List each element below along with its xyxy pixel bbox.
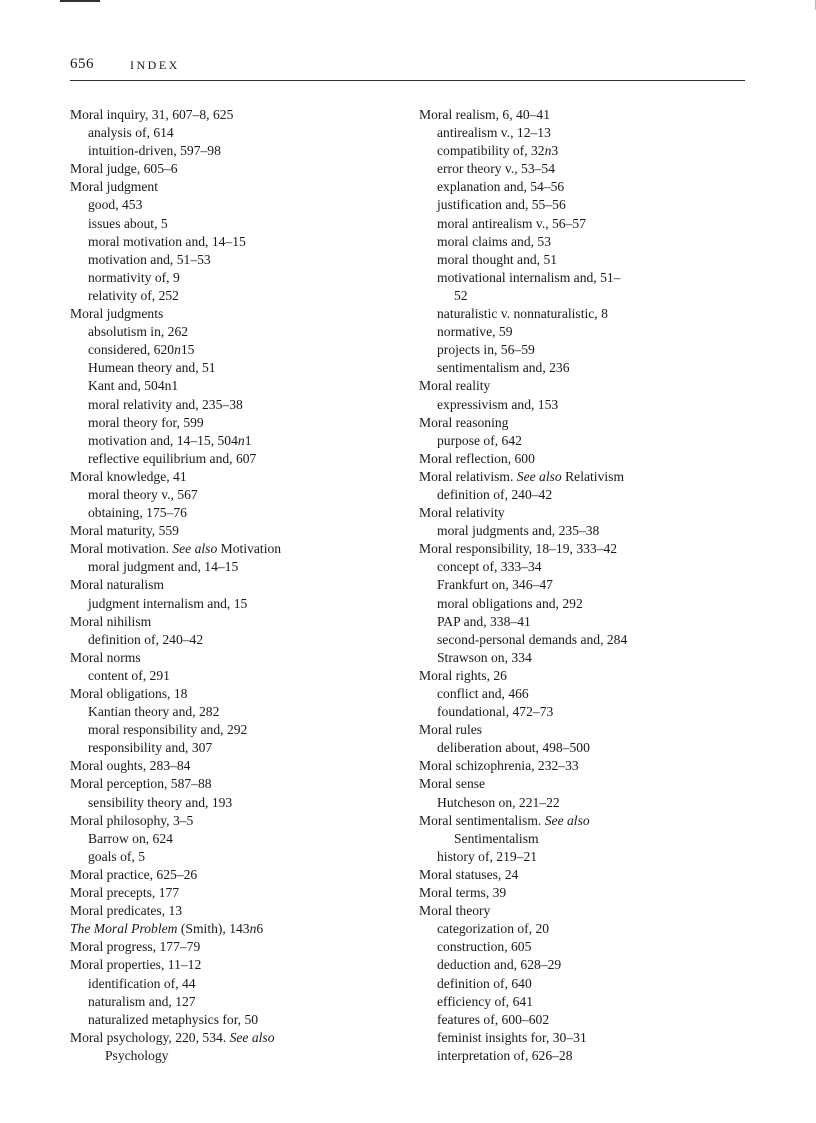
- index-entry-text: purpose of, 642: [437, 432, 522, 448]
- index-heading: [419, 775, 749, 793]
- index-subentry: [419, 703, 749, 721]
- index-heading: [70, 884, 400, 902]
- index-entry-text: Moral statuses, 24: [419, 866, 519, 882]
- index-entry-text: construction, 605: [437, 939, 532, 955]
- index-subentry: [419, 233, 749, 251]
- index-subentry: [419, 848, 749, 866]
- index-entry-text: considered, 620: [88, 342, 175, 358]
- index-entry-text: (Smith), 143: [177, 921, 250, 937]
- index-subentry: [70, 215, 400, 233]
- index-subentry: [419, 794, 749, 812]
- index-subentry: [70, 377, 400, 395]
- index-heading: [70, 106, 400, 124]
- index-entry-text: Sentimentalism: [454, 830, 539, 846]
- index-entry-text: identification of, 44: [88, 975, 196, 991]
- index-entry-text: Moral psychology, 220, 534.: [70, 1029, 230, 1045]
- index-entry-text: Moral terms, 39: [419, 885, 507, 901]
- index-subentry: [419, 432, 749, 450]
- index-column-right: [419, 106, 749, 1065]
- index-entry-text: Moral practice, 625–26: [70, 866, 198, 882]
- index-entry-text: deliberation about, 498–500: [437, 740, 590, 756]
- index-subentry: [419, 956, 749, 974]
- index-subentry: [419, 359, 749, 377]
- index-entry-text: sentimentalism and, 236: [437, 360, 570, 376]
- index-entry-text: normative, 59: [437, 324, 513, 340]
- index-entry-text: projects in, 56–59: [437, 342, 535, 358]
- index-entry-text: justification and, 55–56: [437, 197, 566, 213]
- index-subentry: [419, 396, 749, 414]
- index-subentry: [70, 631, 400, 649]
- index-heading: [70, 1029, 400, 1047]
- index-heading: [70, 920, 400, 938]
- index-entry-text: sensibility theory and, 193: [88, 794, 233, 810]
- index-subentry: [419, 739, 749, 757]
- index-entry-text: Moral rights, 26: [419, 667, 507, 683]
- index-entry-text: Moral inquiry, 31, 607–8, 625: [70, 107, 234, 122]
- index-subentry: [419, 160, 749, 178]
- index-entry-text: moral thought and, 51: [437, 251, 558, 267]
- index-entry-text: Moral progress, 177–79: [70, 939, 201, 955]
- index-entry-text: See also: [172, 541, 218, 557]
- index-entry-text: moral relativity and, 235–38: [88, 396, 243, 412]
- index-entry-text: moral motivation and, 14–15: [88, 233, 246, 249]
- index-entry-text: Moral motivation.: [70, 541, 173, 557]
- index-entry-text: second-personal demands and, 284: [437, 631, 628, 647]
- index-heading: [70, 938, 400, 956]
- index-heading: [70, 812, 400, 830]
- index-heading: [70, 305, 400, 323]
- index-entry-text: Moral judge, 605–6: [70, 161, 178, 177]
- index-heading: [419, 866, 749, 884]
- index-entry-text: error theory v., 53–54: [437, 161, 556, 177]
- index-entry-text: foundational, 472–73: [437, 704, 554, 720]
- index-entry-text: Moral maturity, 559: [70, 523, 179, 539]
- index-entry-text: reflective equilibrium and, 607: [88, 450, 257, 466]
- index-entry-text: Moral reality: [419, 378, 491, 394]
- index-entry-text: analysis of, 614: [88, 125, 174, 141]
- index-entry-text: good, 453: [88, 197, 143, 213]
- index-subentry: [419, 576, 749, 594]
- index-entry-text: 6: [256, 921, 264, 937]
- index-subentry: [419, 920, 749, 938]
- index-heading: [70, 956, 400, 974]
- top-rule: [60, 0, 100, 2]
- index-entry-text: Moral properties, 11–12: [70, 957, 202, 973]
- index-entry-text: moral antirealism v., 56–57: [437, 215, 586, 231]
- index-entry-text: 52: [454, 287, 468, 303]
- index-subentry: [419, 595, 749, 613]
- index-entry-text: Moral relativism.: [419, 468, 517, 484]
- index-entry-text: obtaining, 175–76: [88, 505, 187, 521]
- index-entry-text: 1: [244, 432, 252, 448]
- index-entry-text: n: [249, 921, 257, 937]
- index-subentry: [70, 142, 400, 160]
- index-entry-text: moral theory v., 567: [88, 486, 198, 502]
- index-heading: [70, 178, 400, 196]
- index-subentry: [419, 1047, 749, 1065]
- index-heading: [70, 649, 400, 667]
- index-entry-text: n: [237, 432, 245, 448]
- index-entry-text: Motivation: [217, 541, 282, 557]
- index-entry-text: judgment internalism and, 15: [88, 595, 248, 611]
- index-subentry: [419, 993, 749, 1011]
- index-heading: [419, 902, 749, 920]
- index-subentry: [70, 595, 400, 613]
- index-entry-text: compatibility of, 32: [437, 143, 545, 159]
- index-entry-text: Moral rules: [419, 722, 483, 738]
- index-subentry: [419, 305, 749, 323]
- index-heading: [419, 414, 749, 432]
- index-column-left: [70, 106, 400, 1065]
- index-entry-text: categorization of, 20: [437, 921, 550, 937]
- index-heading: [70, 160, 400, 178]
- index-subentry: [419, 649, 749, 667]
- index-entry-text: Hutcheson on, 221–22: [437, 794, 560, 810]
- index-entry-text: definition of, 240–42: [88, 631, 204, 647]
- index-entry-text: Strawson on, 334: [437, 649, 532, 665]
- index-entry-text: Relativism: [561, 468, 625, 484]
- index-entry-text: See also: [229, 1029, 275, 1045]
- index-heading: [419, 468, 749, 486]
- index-subentry: [419, 558, 749, 576]
- index-subentry: [70, 830, 400, 848]
- index-entry-text: motivation and, 51–53: [88, 251, 211, 267]
- index-entry-text: Moral norms: [70, 649, 141, 665]
- index-subentry: [70, 341, 400, 359]
- index-subentry: [419, 142, 749, 160]
- index-subentry: [419, 1029, 749, 1047]
- index-entry-text: Moral reflection, 600: [419, 450, 535, 466]
- index-subentry: [419, 975, 749, 993]
- index-entry-text: goals of, 5: [88, 848, 146, 864]
- index-entry-text: history of, 219–21: [437, 848, 538, 864]
- index-entry-text: motivational internalism and, 51–: [437, 269, 621, 285]
- index-subentry: [70, 486, 400, 504]
- index-heading: [70, 576, 400, 594]
- index-entry-text: moral obligations and, 292: [437, 595, 583, 611]
- index-subentry: [70, 251, 400, 269]
- index-entry-text: Moral judgments: [70, 306, 164, 322]
- index-entry-text: deduction and, 628–29: [437, 957, 562, 973]
- index-heading: [419, 757, 749, 775]
- index-heading: [70, 685, 400, 703]
- index-entry-text: Frankfurt on, 346–47: [437, 577, 553, 593]
- index-heading: [70, 522, 400, 540]
- index-subentry: [70, 359, 400, 377]
- index-entry-text: Psychology: [105, 1047, 169, 1063]
- index-subentry: [419, 631, 749, 649]
- index-subentry: [70, 287, 400, 305]
- index-subentry: [70, 721, 400, 739]
- page-number: 656: [70, 56, 94, 72]
- index-subentry: [70, 196, 400, 214]
- index-heading: [70, 902, 400, 920]
- index-entry-text: issues about, 5: [88, 215, 168, 231]
- index-heading: [419, 504, 749, 522]
- index-entry-text: Moral realism, 6, 40–41: [419, 107, 551, 122]
- index-subentry: [70, 414, 400, 432]
- index-entry-text: n: [544, 143, 552, 159]
- index-entry-text: Moral nihilism: [70, 613, 152, 629]
- index-subentry: [70, 124, 400, 142]
- index-entry-text: definition of, 640: [437, 975, 532, 991]
- index-entry-text: Moral perception, 587–88: [70, 776, 212, 792]
- index-entry-text: Moral sense: [419, 776, 486, 792]
- index-entry-text: moral judgment and, 14–15: [88, 559, 239, 575]
- index-entry-text: feminist insights for, 30–31: [437, 1029, 587, 1045]
- index-entry-text: expressivism and, 153: [437, 396, 559, 412]
- index-entry-text: Moral theory: [419, 903, 491, 919]
- index-subentry: [419, 486, 749, 504]
- index-entry-text: Moral naturalism: [70, 577, 165, 593]
- index-entry-text: Kant and, 504n1: [88, 378, 179, 394]
- index-subentry: [70, 993, 400, 1011]
- index-subentry: [419, 251, 749, 269]
- index-entry-text: concept of, 333–34: [437, 559, 542, 575]
- index-entry-text: conflict and, 466: [437, 686, 529, 701]
- index-heading: [419, 667, 749, 685]
- index-subentry: [419, 341, 749, 359]
- index-entry-text: 15: [180, 342, 195, 358]
- index-heading: [70, 866, 400, 884]
- index-subentry: [419, 830, 749, 848]
- index-subentry: [70, 1047, 400, 1065]
- running-head: INDEX: [130, 58, 180, 72]
- index-heading: [70, 757, 400, 775]
- index-entry-text: antirealism v., 12–13: [437, 125, 551, 141]
- index-entry-text: efficiency of, 641: [437, 993, 533, 1009]
- index-entry-text: Kantian theory and, 282: [88, 704, 220, 720]
- page-header: [70, 56, 745, 81]
- index-entry-text: Moral oughts, 283–84: [70, 758, 191, 774]
- index-heading: [70, 468, 400, 486]
- index-subentry: [419, 124, 749, 142]
- index-entry-text: Humean theory and, 51: [88, 360, 216, 376]
- index-entry-text: Moral sentimentalism.: [419, 812, 545, 828]
- index-subentry: [70, 667, 400, 685]
- index-subentry: [70, 432, 400, 450]
- index-entry-text: The Moral Problem: [70, 921, 178, 937]
- index-entry-text: Moral relativity: [419, 505, 505, 521]
- index-entry-text: intuition-driven, 597–98: [88, 143, 221, 159]
- index-subentry: [70, 848, 400, 866]
- index-heading: [70, 540, 400, 558]
- index-entry-text: Moral philosophy, 3–5: [70, 812, 194, 828]
- index-heading: [419, 721, 749, 739]
- index-entry-text: content of, 291: [88, 667, 170, 683]
- index-subentry: [70, 450, 400, 468]
- index-entry-text: 3: [551, 143, 559, 159]
- index-subentry: [70, 323, 400, 341]
- index-heading: [419, 812, 749, 830]
- index-heading: [70, 775, 400, 793]
- index-entry-text: Barrow on, 624: [88, 830, 173, 846]
- index-entry-text: normativity of, 9: [88, 269, 180, 285]
- index-entry-text: responsibility and, 307: [88, 740, 213, 756]
- index-subentry: [419, 685, 749, 703]
- index-subentry: [419, 613, 749, 631]
- index-subentry: [419, 196, 749, 214]
- index-entry-text: absolutism in, 262: [88, 324, 189, 340]
- index-subentry: [419, 323, 749, 341]
- index-entry-text: Moral predicates, 13: [70, 903, 183, 919]
- index-entry-text: Moral schizophrenia, 232–33: [419, 758, 579, 774]
- index-subentry: [70, 703, 400, 721]
- index-entry-text: motivation and, 14–15, 504: [88, 432, 238, 448]
- index-subentry: [70, 558, 400, 576]
- index-entry-text: relativity of, 252: [88, 287, 179, 303]
- index-entry-text: moral claims and, 53: [437, 233, 552, 249]
- index-entry-text: See also: [516, 468, 562, 484]
- index-entry-text: PAP and, 338–41: [437, 613, 531, 629]
- index-heading: [419, 540, 749, 558]
- index-heading: [419, 450, 749, 468]
- index-entry-text: naturalized metaphysics for, 50: [88, 1011, 259, 1027]
- index-entry-text: Moral knowledge, 41: [70, 468, 187, 484]
- index-subentry: [70, 233, 400, 251]
- index-entry-text: features of, 600–602: [437, 1011, 550, 1027]
- index-entry-text: Moral judgment: [70, 179, 158, 195]
- index-entry-text: explanation and, 54–56: [437, 179, 565, 195]
- index-subentry: [70, 269, 400, 287]
- index-entry-text: Moral responsibility, 18–19, 333–42: [419, 541, 618, 557]
- index-entry-text: moral responsibility and, 292: [88, 722, 248, 738]
- index-subentry: [419, 1011, 749, 1029]
- index-heading: [70, 613, 400, 631]
- index-entry-text: n: [174, 342, 181, 358]
- index-entry-text: definition of, 240–42: [437, 486, 553, 502]
- index-entry-text: interpretation of, 626–28: [437, 1047, 573, 1063]
- index-subentry: [70, 975, 400, 993]
- index-heading: [419, 377, 749, 395]
- index-subentry: [419, 215, 749, 233]
- index-subentry: [70, 504, 400, 522]
- index-subentry: [419, 522, 749, 540]
- index-entry-text: Moral reasoning: [419, 414, 509, 430]
- index-subentry: [419, 269, 749, 287]
- index-heading: [419, 884, 749, 902]
- index-entry-text: See also: [544, 812, 590, 828]
- index-entry-text: moral theory for, 599: [88, 414, 204, 430]
- index-subentry: [70, 794, 400, 812]
- index-entry-text: moral judgments and, 235–38: [437, 523, 600, 539]
- index-entry-text: naturalism and, 127: [88, 993, 196, 1009]
- index-entry-text: Moral obligations, 18: [70, 686, 188, 701]
- index-heading: [419, 106, 749, 124]
- index-subentry: [419, 938, 749, 956]
- index-entry-text: naturalistic v. nonnaturalistic, 8: [437, 306, 608, 322]
- index-subentry: [419, 178, 749, 196]
- index-subentry: [70, 739, 400, 757]
- index-entry-text: Moral precepts, 177: [70, 885, 180, 901]
- index-subentry: [70, 396, 400, 414]
- index-subentry: [70, 1011, 400, 1029]
- index-subentry: [419, 287, 749, 305]
